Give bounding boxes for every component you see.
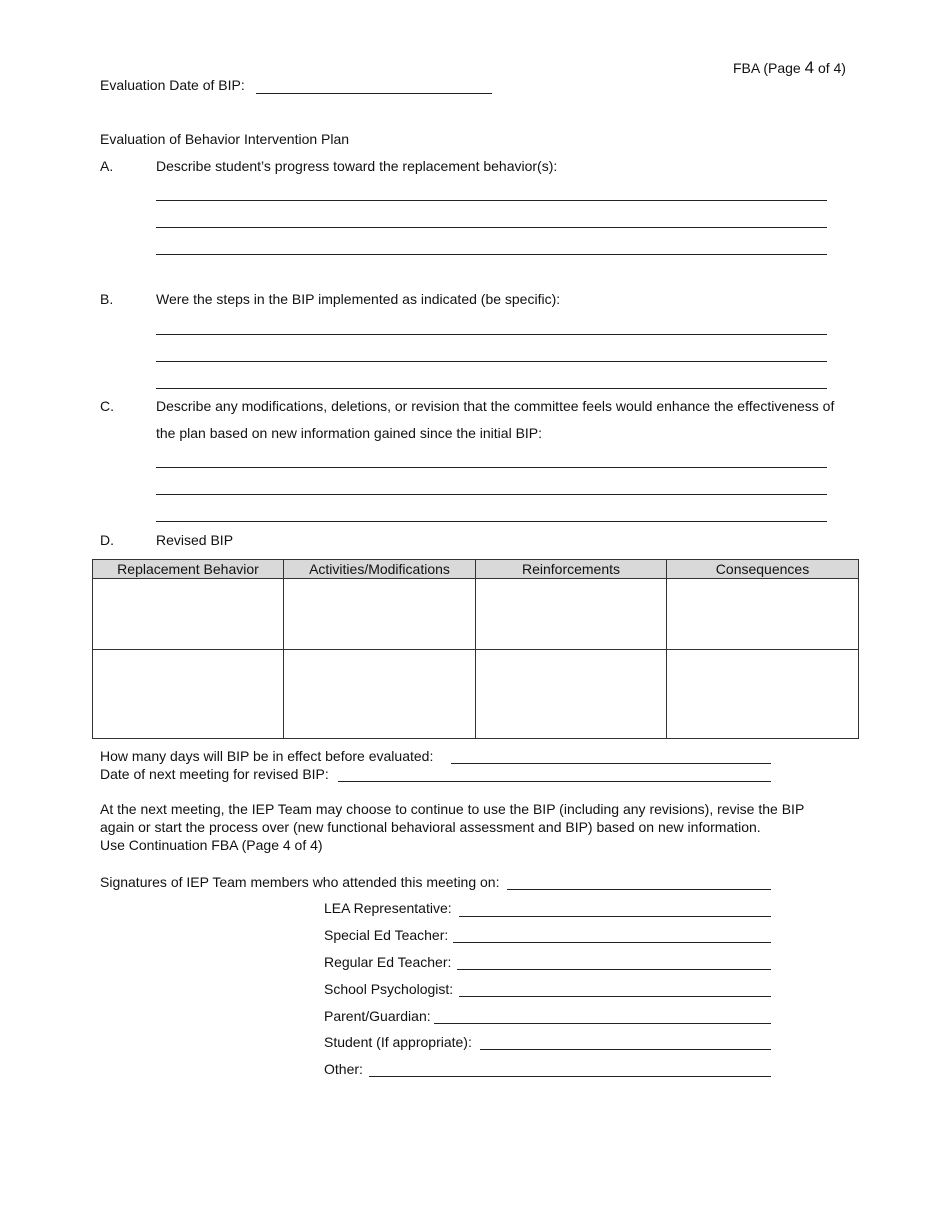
- table-header-row: [93, 560, 859, 579]
- paragraph-line-3: Use Continuation FBA (Page 4 of 4): [100, 837, 323, 853]
- header-consequences: Consequences: [667, 560, 859, 579]
- special-ed-teacher-label: Special Ed Teacher:: [324, 927, 449, 943]
- table-row: [93, 579, 859, 650]
- item-d-letter: D.: [100, 532, 114, 548]
- table-cell[interactable]: [284, 579, 476, 650]
- item-b-text: Were the steps in the BIP implemented as indicated (be specific):: [156, 291, 561, 307]
- item-b-line-3[interactable]: [156, 388, 827, 389]
- item-c-line-3[interactable]: [156, 521, 827, 522]
- paragraph-line-1: At the next meeting, the IEP Team may choose to continue to use the BIP (including any revisions), revise the BIP: [100, 801, 805, 817]
- header-activities-modifications: Activities/Modifications: [284, 560, 476, 579]
- table-cell[interactable]: [476, 650, 667, 739]
- days-in-effect-label: How many days will BIP be in effect before evaluated:: [100, 748, 434, 764]
- table-cell[interactable]: [476, 579, 667, 650]
- item-a-line-1[interactable]: [156, 200, 827, 201]
- item-d-text: Revised BIP: [156, 532, 234, 548]
- item-a-line-3[interactable]: [156, 254, 827, 255]
- lea-representative-field[interactable]: [459, 916, 771, 917]
- table-cell[interactable]: [284, 650, 476, 739]
- days-in-effect-field[interactable]: [451, 763, 771, 764]
- item-a-line-2[interactable]: [156, 227, 827, 228]
- header-reinforcements: Reinforcements: [476, 560, 667, 579]
- item-c-letter: C.: [100, 398, 114, 414]
- evaluation-date-label: Evaluation Date of BIP:: [100, 77, 245, 93]
- regular-ed-teacher-label: Regular Ed Teacher:: [324, 954, 452, 970]
- item-b-line-1[interactable]: [156, 334, 827, 335]
- item-c-line-2[interactable]: [156, 494, 827, 495]
- meeting-date-field[interactable]: [507, 889, 771, 890]
- page-current: 4: [804, 58, 815, 77]
- table-cell[interactable]: [667, 579, 859, 650]
- school-psychologist-label: School Psychologist:: [324, 981, 454, 997]
- item-c-text-line2: the plan based on new information gained since the initial BIP:: [156, 425, 543, 441]
- table-cell[interactable]: [667, 650, 859, 739]
- table-row: [93, 650, 859, 739]
- student-label: Student (If appropriate):: [324, 1034, 472, 1050]
- item-a-letter: A.: [100, 158, 114, 174]
- table-cell[interactable]: [93, 579, 284, 650]
- evaluation-date-field[interactable]: [256, 93, 492, 94]
- special-ed-teacher-field[interactable]: [453, 942, 771, 943]
- table-cell[interactable]: [93, 650, 284, 739]
- school-psychologist-field[interactable]: [459, 996, 771, 997]
- page-prefix: FBA (Page: [733, 60, 805, 76]
- parent-guardian-label: Parent/Guardian:: [324, 1008, 431, 1024]
- page-suffix: of 4): [814, 60, 846, 76]
- paragraph-line-2: again or start the process over (new functional behavioral assessment and BIP) based on new information.: [100, 819, 761, 835]
- other-label: Other:: [324, 1061, 363, 1077]
- item-c-line-1[interactable]: [156, 467, 827, 468]
- section-title: Evaluation of Behavior Intervention Plan: [100, 131, 350, 147]
- item-c-text-line1: Describe any modifications, deletions, or revision that the committee feels would enhance the effectiveness of: [156, 398, 835, 414]
- item-a-text: Describe student’s progress toward the replacement behavior(s):: [156, 158, 558, 174]
- item-b-letter: B.: [100, 291, 114, 307]
- next-meeting-field[interactable]: [338, 781, 771, 782]
- next-meeting-label: Date of next meeting for revised BIP:: [100, 766, 329, 782]
- revised-bip-table: [92, 559, 859, 739]
- regular-ed-teacher-field[interactable]: [457, 969, 771, 970]
- parent-guardian-field[interactable]: [434, 1023, 771, 1024]
- student-field[interactable]: [480, 1049, 771, 1050]
- page-number: [733, 58, 846, 78]
- header-replacement-behavior: Replacement Behavior: [93, 560, 284, 579]
- lea-representative-label: LEA Representative:: [324, 900, 452, 916]
- other-field[interactable]: [369, 1076, 771, 1077]
- item-b-line-2[interactable]: [156, 361, 827, 362]
- signatures-intro-label: Signatures of IEP Team members who attended this meeting on:: [100, 874, 500, 890]
